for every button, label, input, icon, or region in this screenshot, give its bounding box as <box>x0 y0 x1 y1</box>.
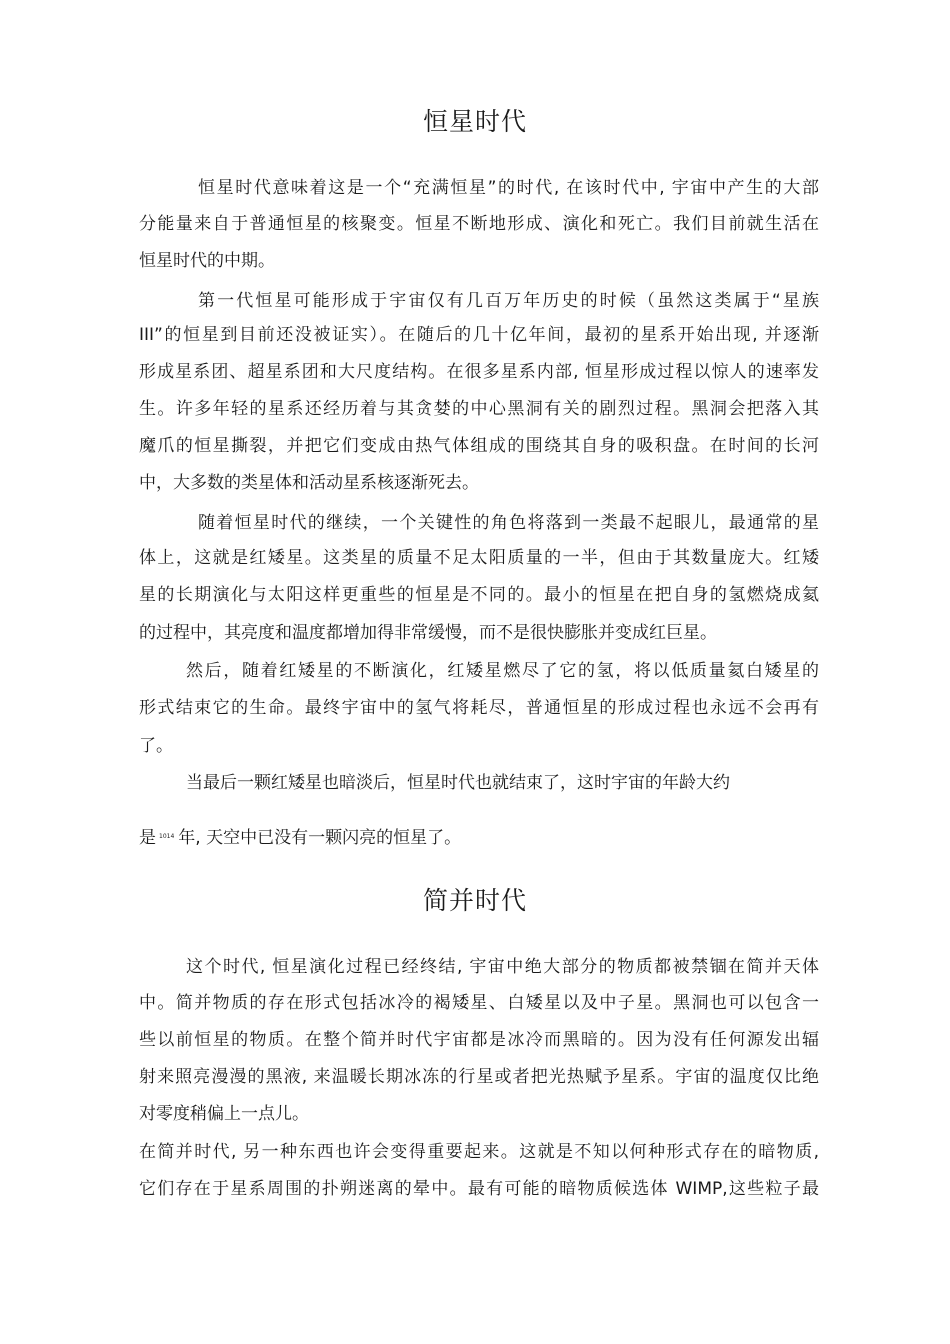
paragraph-line: 中。简并物质的存在形式包括冰冷的褐矮星、白矮星以及中子星。黑洞也可以包含一 <box>139 993 819 1013</box>
paragraph-line: 形成星系团、超星系团和大尺度结构。在很多星系内部, 恒星形成过程以惊人的速率发 <box>139 362 819 382</box>
paragraph-line: 星的长期演化与太阳这样更重些的恒星是不同的。最小的恒星在把自身的氢燃烧成氦 <box>139 585 819 605</box>
paragraph-line: 体上，这就是红矮星。这类星的质量不足太阳质量的一半，但由于其数量庞大。红矮 <box>139 548 819 568</box>
paragraph-line: 射来照亮漫漫的黑液, 来温暖长期冰冻的行星或者把光热赋予星系。宇宙的温度仅比绝 <box>139 1067 819 1087</box>
paragraph-line: 了。 <box>139 736 173 756</box>
paragraph-line: 中，大多数的类星体和活动星系核逐渐死去。 <box>139 473 479 493</box>
paragraph-line: 第一代恒星可能形成于宇宙仅有几百万年历史的时候（虽然这类属于“星族 <box>198 291 819 311</box>
paragraph-line: 这个时代, 恒星演化过程已经终结, 宇宙中绝大部分的物质都被禁锢在简并天体 <box>186 957 819 977</box>
paragraph-line: 对零度稍偏上一点儿。 <box>139 1104 309 1124</box>
paragraph-line: 分能量来自于普通恒星的核聚变。恒星不断地形成、演化和死亡。我们目前就生活在 <box>139 214 819 234</box>
paragraph-line: 当最后一颗红矮星也暗淡后，恒星时代也就结束了，这时宇宙的年龄大约 <box>186 773 730 793</box>
paragraph-line: 形式结束它的生命。最终宇宙中的氢气将耗尽，普通恒星的形成过程也永远不会再有 <box>139 698 819 718</box>
paragraph-line: 恒星时代的中期。 <box>139 251 275 271</box>
section-title-degenerate-era: 简并时代 <box>422 886 527 915</box>
paragraph-line: III”的恒星到目前还没被证实）。在随后的几十亿年间，最初的星系开始出现, 并逐渐 <box>139 325 819 345</box>
paragraph-line-final <box>139 826 819 849</box>
paragraph-line: 然后，随着红矮星的不断演化，红矮星燃尽了它的氢，将以低质量氦白矮星的 <box>186 661 819 681</box>
exponent-superscript: 1014 <box>159 833 175 840</box>
line-prefix: 是 <box>139 828 156 848</box>
paragraph-line: 生。许多年轻的星系还经历着与其贪婪的中心黑洞有关的剧烈过程。黑洞会把落入其 <box>139 399 819 419</box>
paragraph-line: 它们存在于星系周围的扑朔迷离的晕中。最有可能的暗物质候选体 WIMP,这些粒子最 <box>139 1179 819 1199</box>
paragraph-line: 恒星时代意味着这是一个“充满恒星”的时代, 在该时代中, 宇宙中产生的大部 <box>198 178 819 198</box>
paragraph-line: 些以前恒星的物质。在整个简并时代宇宙都是冰冷而黑暗的。因为没有任何源发出辐 <box>139 1030 819 1050</box>
paragraph-line: 魔爪的恒星撕裂，并把它们变成由热气体组成的围绕其自身的吸积盘。在时间的长河 <box>139 436 819 456</box>
line-suffix: 年, 天空中已没有一颗闪亮的恒星了。 <box>178 828 462 848</box>
paragraph-line: 的过程中，其亮度和温度都增加得非常缓慢，而不是很快膨胀并变成红巨星。 <box>139 623 717 643</box>
section-title-stellar-era: 恒星时代 <box>422 107 527 136</box>
paragraph-line: 随着恒星时代的继续，一个关键性的角色将落到一类最不起眼儿，最通常的星 <box>198 513 819 533</box>
paragraph-line: 在简并时代, 另一种东西也许会变得重要起来。这就是不知以何种形式存在的暗物质, <box>139 1142 819 1162</box>
